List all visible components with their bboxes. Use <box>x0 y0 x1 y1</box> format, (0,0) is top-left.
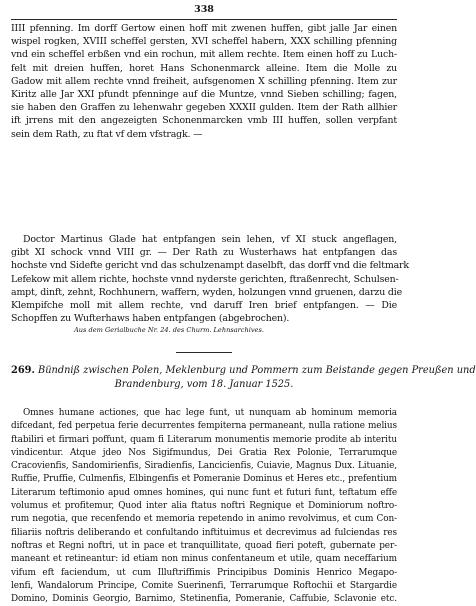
text-line: lenfi, Wandalorum Principe, Comite Suerinenfi, Terrarumque Roftochii et Stargardie <box>11 580 397 591</box>
text-line: vnd ein scheffel erbßen vnd ein rochun, mit allem rechte. Item einen hoff zu Luch- <box>11 49 397 61</box>
text-line: difcedant, fed perpetua ferie decurrentes fempiterna permaneant, nulla ratione melius <box>11 421 397 432</box>
text-line: felt mit dreien huffen, horet Hans Schonenmarck alleine. Item die Molle zu <box>11 62 397 74</box>
document-title-line-2: Brandenburg, vom 18. Januar 1525. <box>114 379 294 390</box>
text-line: ftabiliri et firmari poffunt, quam fi Literarum monumentis memorie prodite ab interitu <box>11 434 397 445</box>
source-note: Aus dem Gerialbuche Nr. 24. des Churm. Lehnsarchives. <box>74 326 264 334</box>
text-line: ift jrrens mit den angezeigten Schonenmarcken vmb III huffen, sollen verpfant <box>11 115 397 127</box>
text-line: vindicentur. Atque jdeo Nos Sigifmundus, Dei Gratia Rex Polonie, Terrarumque <box>11 447 397 458</box>
text-line: Omnes humane actiones, que hac lege funt, ut nunquam ab hominum memoria <box>23 408 397 418</box>
text-line: IIII pfenning. Im dorff Gertow einen hoff mit zwenen huffen, gibt jalle Jar einen <box>11 23 397 34</box>
text-line: filiariis noftris deliberando et confultando inftituimus et decrevimus ad fulciendas res <box>11 527 397 538</box>
text-line: maneant et retineantur: id etiam non minus confentaneum et utile, quam neceffarium <box>11 554 397 565</box>
page-number: 338 <box>194 4 214 15</box>
latin-body-paragraph <box>11 407 397 606</box>
document-title-line-1: Bündniß zwischen Polen, Meklenburg und Pommern zum Beistande gegen Preußen und <box>38 365 476 376</box>
text-line: wispel rogken, XVIII scheffel gersten, XVI scheffel habern, XXX schilling pfenning <box>11 36 397 48</box>
text-line: Ruffie, Pruffie, Culmenfis, Elbingenfis et Pomeranie Dominus et Heres etc., prefentium <box>11 474 397 485</box>
text-line: Doctor Martinus Glade hat entpfangen sein lehen, vf XI stuck angeflagen, <box>23 234 397 245</box>
text-line: Domino, Dominis Georgio, Barnimo, Stetinenfia, Pomeranie, Caffubie, Sclavonie etc. <box>11 594 397 605</box>
section-1-paragraph <box>11 22 397 141</box>
header-rule <box>11 19 397 20</box>
text-line: Schopffen zu Wufterhaws haben entpfangen (abgebrochen). <box>11 313 290 325</box>
text-line: Cracovienfis, Sandomirienfis, Siradienfis, Lancicienfis, Cuiavie, Magnus Dux. Lituanie, <box>11 461 397 472</box>
document-heading <box>11 364 476 378</box>
text-line: Gadow mit allem rechte vnnd freiheit, aufsgenomen X schilling pfenning. Item zur <box>11 75 397 87</box>
text-line: hochste vnd Sidefte gericht vnd das schulzenampt daselbft, das dorff vnd die feltmark <box>11 260 409 272</box>
text-line: Lefekow mit allem richte, hochste vnnd nyderste gerichten, ftraßenrecht, Schulsen- <box>11 273 399 285</box>
text-line: noftras et Regni noftri, ut in pace et tranquillitate, quoad fieri poteft, gubernate per- <box>11 540 397 551</box>
text-line: Kiritz alle Jar XXI pfundt pfenninge auf die Muntze, vnnd Sieben schilling; fagen, <box>11 88 397 100</box>
text-line: vifum eft faciendum, ut cum Illuftriffimis Principibus Dominis Henrico Megapo- <box>11 567 397 578</box>
text-line: sie haben den Graffen zu lehenwahr gegeben XXXII gulden. Item der Rath allhier <box>11 102 397 114</box>
text-line: rum negotia, que recenfendo et memoria repetendo in animo revolvimus, et cum Con- <box>11 514 397 525</box>
text-line: sein dem Rath, zu ftat vf dem vfstragk. — <box>11 128 203 140</box>
text-line: gibt XI schock vnnd VIII gr. — Der Rath zu Wusterhaws hat entpfangen das <box>11 247 397 259</box>
text-line: ampt, dinft, zehnt, Rochhunern, waffern, wyden, holzungen vnnd gruenen, darzu die <box>11 286 403 298</box>
separator-rule <box>176 352 232 353</box>
section-2-paragraph <box>11 233 409 325</box>
text-line: Klempifche moll mit allem rechte, vnd daruff Iren brief entpfangen. — Die <box>11 299 397 311</box>
text-line: volumus et profitemur, Quod inter alia ftatus noftri Regnique et Dominiorum noftro- <box>11 501 397 512</box>
document-number: 269. <box>11 365 35 376</box>
text-line: Literarum teftimonio apud omnes homines, qui nunc funt et futuri funt, teftatum effe <box>11 487 397 498</box>
